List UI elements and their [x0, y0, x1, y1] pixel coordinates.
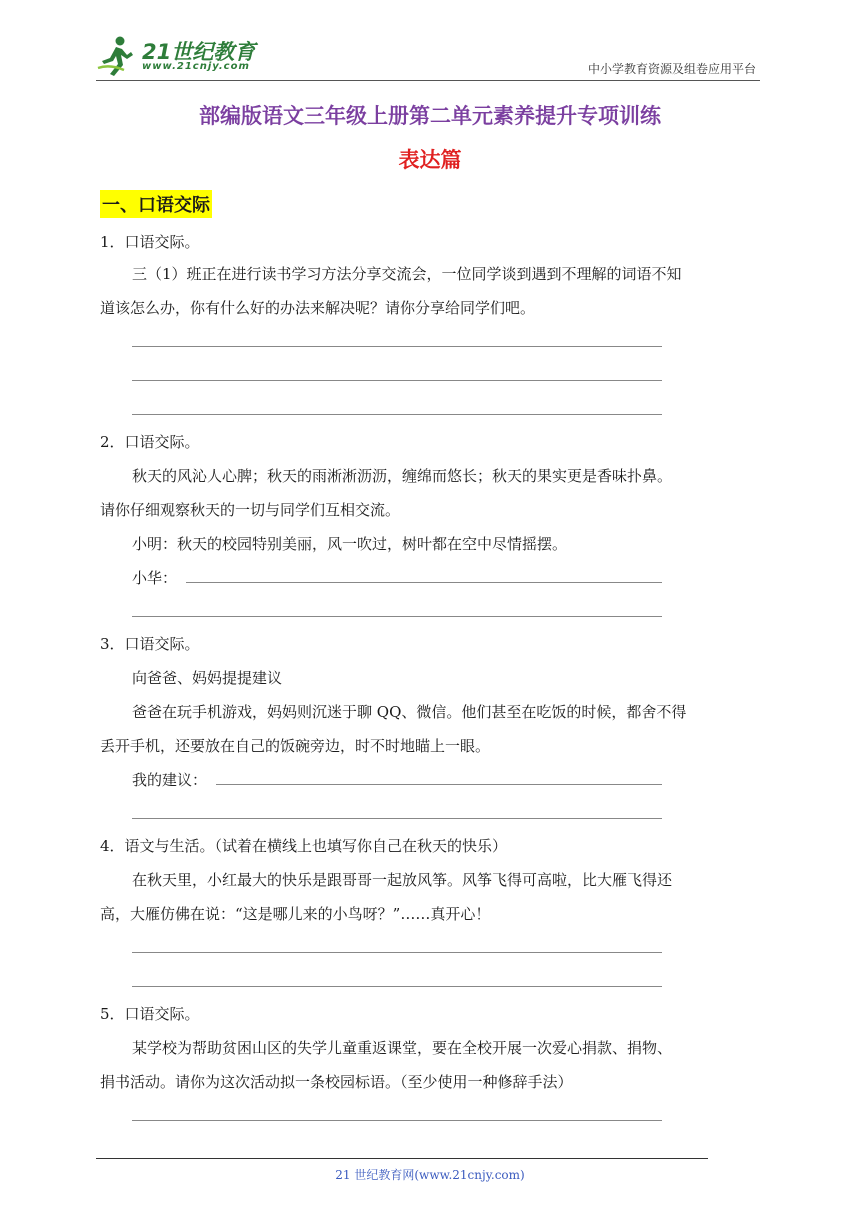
question-1-heading: 1．口语交际。 [100, 233, 200, 251]
page-subtitle: 表达篇 [398, 147, 462, 172]
logo-url: www.21cnjy.com [142, 61, 250, 72]
answer-line[interactable] [186, 582, 662, 583]
question-4-heading: 4．语文与生活。（试着在横线上也填写你自己在秋天的快乐） [100, 837, 508, 855]
question-3-text: 丢开手机，还要放在自己的饭碗旁边，时不时地瞄上一眼。 [100, 737, 491, 755]
section-heading: 一、口语交际 [100, 190, 212, 218]
answer-line[interactable] [132, 986, 662, 987]
question-3-subtitle: 向爸爸、妈妈提提建议 [132, 669, 283, 687]
logo-brand: 21世纪教育 [142, 40, 256, 64]
footer-divider [96, 1158, 708, 1159]
runner-logo-icon [96, 34, 140, 78]
question-1-text: 三（1）班正在进行读书学习方法分享交流会，一位同学谈到遇到不理解的词语不知 [132, 265, 682, 283]
question-5-text: 捐书活动。请你为这次活动拟一条校园标语。（至少使用一种修辞手法） [100, 1073, 573, 1091]
question-4-text: 在秋天里，小红最大的快乐是跟哥哥一起放风筝。风筝飞得可高啦，比大雁飞得还 [132, 871, 673, 889]
answer-line[interactable] [132, 414, 662, 415]
question-5-text: 某学校为帮助贫困山区的失学儿童重返课堂，要在全校开展一次爱心捐款、捐物、 [132, 1039, 673, 1057]
question-4-text: 高，大雁仿佛在说：“这是哪儿来的小鸟呀？”……真开心！ [100, 905, 491, 923]
question-3-heading: 3．口语交际。 [100, 635, 200, 653]
question-2-text: 秋天的风沁人心脾；秋天的雨淅淅沥沥，缠绵而悠长；秋天的果实更是香味扑鼻。 [132, 467, 673, 485]
question-3-suggestion-label: 我的建议： [132, 771, 208, 789]
question-2-text: 请你仔细观察秋天的一切与同学们互相交流。 [100, 501, 401, 519]
logo [96, 34, 266, 78]
question-3-text: 爸爸在玩手机游戏，妈妈则沉迷于聊 QQ、微信。他们甚至在吃饭的时候，都舍不得 [132, 703, 687, 721]
answer-line[interactable] [132, 616, 662, 617]
header-divider [96, 80, 760, 81]
answer-line[interactable] [132, 952, 662, 953]
footer-link[interactable]: 21 世纪教育网(www.21cnjy.com) [335, 1168, 525, 1182]
question-2-heading: 2．口语交际。 [100, 433, 200, 451]
answer-line[interactable] [132, 380, 662, 381]
answer-line[interactable] [132, 818, 662, 819]
question-2-xiaohua-label: 小华： [132, 569, 178, 587]
header-platform-text: 中小学教育资源及组卷应用平台 [587, 62, 756, 76]
answer-line[interactable] [132, 1120, 662, 1121]
answer-line[interactable] [216, 784, 662, 785]
answer-line[interactable] [132, 346, 662, 347]
page-title: 部编版语文三年级上册第二单元素养提升专项训练 [199, 103, 661, 128]
question-1-text: 道该怎么办，你有什么好的办法来解决呢？请你分享给同学们吧。 [100, 299, 536, 317]
question-2-xiaoming: 小明：秋天的校园特别美丽，风一吹过，树叶都在空中尽情摇摆。 [132, 535, 568, 553]
question-5-heading: 5．口语交际。 [100, 1005, 200, 1023]
